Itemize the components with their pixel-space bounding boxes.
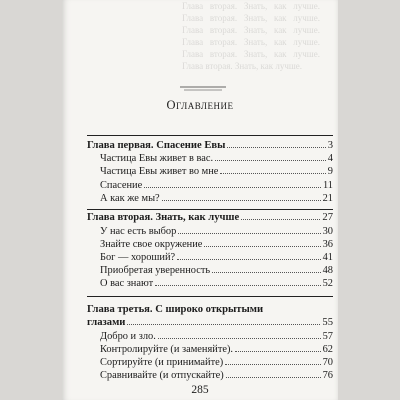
chapter-title: Глава третья. С широко открытыми <box>87 304 264 315</box>
toc-entry <box>100 239 333 251</box>
chapter-title-cont: глазами <box>87 317 126 328</box>
dot-leader <box>241 219 320 220</box>
dot-leader <box>220 173 325 174</box>
page-number: 55 <box>322 317 333 328</box>
book-page <box>62 0 338 400</box>
toc-entry-3-4 <box>100 370 333 382</box>
bleed-through-text: Глава вторая. Знать, как лучше. Глава вторая. Знать, как лучше. Глава вторая. Знать, как лучше. Глава вторая. Знать, как лучше. Глава вторая. Знать, как лучше. Глава вторая. Знать, как лучше. <box>182 1 320 71</box>
entry-title: О вас знают <box>100 278 154 289</box>
toc-entry <box>100 166 333 178</box>
dot-leader <box>215 160 326 161</box>
entry-title: Добро и зло. <box>100 331 156 342</box>
page-number: 52 <box>322 278 333 289</box>
page-folio: 285 <box>191 384 209 396</box>
page-number: 3 <box>327 140 333 151</box>
page-number: 70 <box>322 357 333 368</box>
dot-leader <box>212 272 320 273</box>
toc-chapter-3-line1 <box>87 304 333 316</box>
dot-leader <box>155 285 320 286</box>
page-number: 30 <box>322 226 333 237</box>
chapter-rule <box>87 209 333 210</box>
entry-title: Спасение <box>100 180 143 191</box>
toc-entry <box>100 265 333 277</box>
toc-heading: Оглавление <box>166 98 234 112</box>
dot-leader <box>177 259 320 260</box>
toc-chapter-2 <box>87 212 333 224</box>
toc-entry <box>100 180 333 192</box>
chapter-title: Глава вторая. Знать, как лучше <box>87 212 240 223</box>
entry-title: Бог — хороший? <box>100 252 176 263</box>
dot-leader <box>227 147 325 148</box>
entry-title: Сравнивайте (и отпускайте) <box>100 370 224 381</box>
chapter-rule <box>87 135 333 136</box>
page-number: 76 <box>322 370 333 381</box>
toc-entry <box>100 252 333 264</box>
dot-leader <box>158 338 321 339</box>
dot-leader <box>235 351 321 352</box>
toc-entry <box>100 193 333 205</box>
toc-entry <box>100 153 333 165</box>
toc-entry-3-2 <box>100 344 333 356</box>
dot-leader <box>226 377 321 378</box>
dot-leader <box>178 233 320 234</box>
dot-leader <box>127 324 320 325</box>
toc-entry-3-3 <box>100 357 333 369</box>
toc-entry-3-1 <box>100 331 333 343</box>
dot-leader <box>204 246 320 247</box>
ornament-icon <box>180 85 226 93</box>
page-number: 57 <box>322 331 333 342</box>
dot-leader <box>144 187 321 188</box>
entry-title: Частица Евы живет в вас. <box>100 153 214 164</box>
page-number: 27 <box>322 212 333 223</box>
entry-title: Знайте свое окружение <box>100 239 203 250</box>
entry-title: Частица Евы живет во мне <box>100 166 219 177</box>
entry-title: Сортируйте (и принимайте) <box>100 357 224 368</box>
toc-entry <box>100 278 333 290</box>
toc-entry <box>100 226 333 238</box>
entry-title: Приобретая уверенность <box>100 265 211 276</box>
dot-leader <box>162 200 321 201</box>
dot-leader <box>225 364 320 365</box>
page-number: 11 <box>322 180 333 191</box>
page-number: 21 <box>322 193 333 204</box>
entry-title: Контролируйте (и заменяйте). <box>100 344 234 355</box>
page-number: 62 <box>322 344 333 355</box>
chapter-title: Глава первая. Спасение Евы <box>87 140 226 151</box>
toc-chapter-1 <box>87 140 333 152</box>
page-number: 41 <box>322 252 333 263</box>
page-number: 4 <box>327 153 333 164</box>
chapter-rule <box>87 296 333 297</box>
page-number: 9 <box>327 166 333 177</box>
page-number: 48 <box>322 265 333 276</box>
entry-title: У нас есть выбор <box>100 226 177 237</box>
toc-chapter-3 <box>87 317 333 329</box>
entry-title: А как же мы? <box>100 193 160 204</box>
page-number: 36 <box>322 239 333 250</box>
